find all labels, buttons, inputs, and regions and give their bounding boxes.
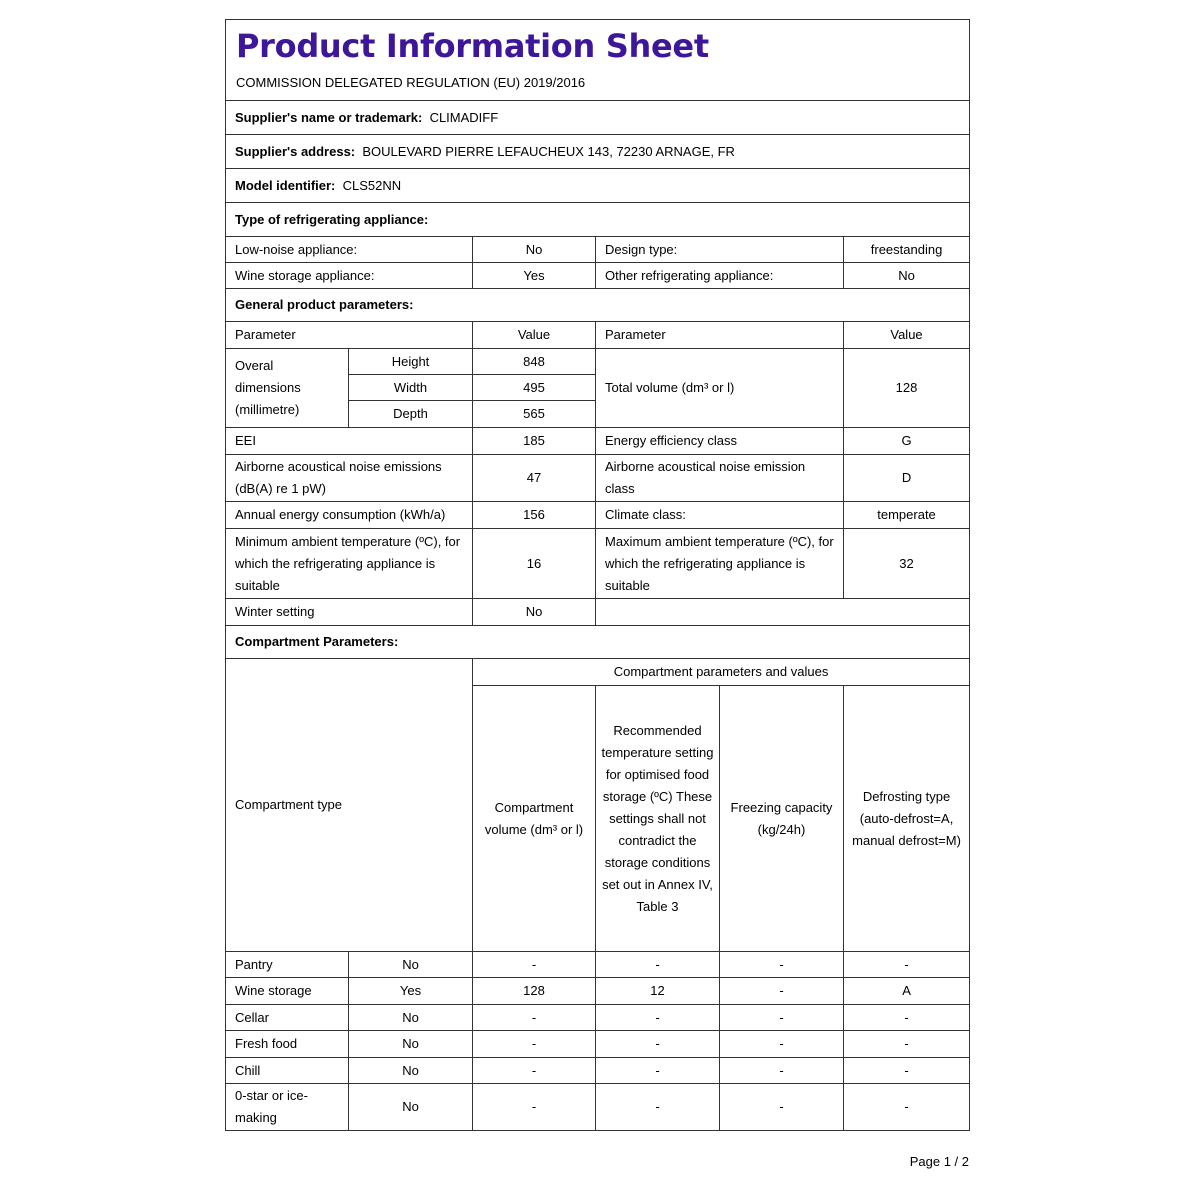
winter-setting-value: No: [473, 599, 596, 626]
compartment-temp: -: [596, 1058, 720, 1084]
climate-class-label: Climate class:: [596, 502, 844, 529]
compartment-present: No: [349, 1058, 473, 1084]
compartment-volume: -: [473, 1058, 596, 1084]
compartment-temp: -: [596, 952, 720, 978]
compartment-name: Fresh food: [226, 1031, 349, 1058]
min-temp-label: Minimum ambient temperature (ºC), for which the refrigerating appliance is suitable: [226, 529, 473, 599]
compartment-defrost: -: [844, 1084, 970, 1131]
model-label: Model identifier:: [235, 177, 336, 193]
design-type-label: Design type:: [596, 237, 844, 263]
wine-storage-label: Wine storage appliance:: [226, 263, 473, 289]
compartment-volume: -: [473, 1084, 596, 1131]
energy-class-value: G: [844, 428, 970, 455]
general-heading: General product parameters:: [226, 289, 970, 322]
eei-value: 185: [473, 428, 596, 455]
ambient-temperature-row: [226, 529, 970, 599]
width-label: Width: [349, 375, 473, 401]
noise-class-value: D: [844, 455, 970, 502]
info-table: [225, 19, 970, 1131]
max-temp-value: 32: [844, 529, 970, 599]
compartment-freezing: -: [720, 1058, 844, 1084]
compartment-present: No: [349, 1005, 473, 1031]
energy-class-label: Energy efficiency class: [596, 428, 844, 455]
other-appliance-value: No: [844, 263, 970, 289]
table-row: [226, 952, 970, 978]
supplier-name-value: CLIMADIFF: [429, 109, 499, 125]
height-label: Height: [349, 349, 473, 375]
col-parameter-left: Parameter: [226, 322, 473, 349]
wine-storage-value: Yes: [473, 263, 596, 289]
compartment-defrost: -: [844, 952, 970, 978]
climate-class-value: temperate: [844, 502, 970, 529]
compartment-name: Wine storage: [226, 978, 349, 1005]
compartment-present: No: [349, 952, 473, 978]
table-row: [226, 1084, 970, 1131]
compartment-group-header-row: [226, 659, 970, 686]
dimensions-label: Overal dimensions (millimetre): [226, 349, 349, 428]
freezing-capacity-header: Freezing capacity (kg/24h): [720, 686, 844, 952]
compartment-freezing: -: [720, 952, 844, 978]
design-type-value: freestanding: [844, 237, 970, 263]
recommended-temp-header: Recommended temperature setting for optimised food storage (ºC) These settings shall not contradict the storage conditions set out in Annex IV, Table 3: [596, 686, 720, 952]
compartment-heading: Compartment Parameters:: [226, 626, 970, 659]
compartment-group-header: Compartment parameters and values: [473, 659, 970, 686]
min-temp-value: 16: [473, 529, 596, 599]
general-heading-row: [226, 289, 970, 322]
noise-value: 47: [473, 455, 596, 502]
compartment-temp: 12: [596, 978, 720, 1005]
compartment-volume: -: [473, 1031, 596, 1058]
compartment-freezing: -: [720, 978, 844, 1005]
compartment-name: 0-star or ice-making: [226, 1084, 349, 1131]
winter-setting-row: [226, 599, 970, 626]
supplier-address-value: BOULEVARD PIERRE LEFAUCHEUX 143, 72230 ARNAGE, FR: [362, 143, 735, 159]
eei-row: [226, 428, 970, 455]
regulation-text: COMMISSION DELEGATED REGULATION (EU) 2019/2016: [236, 75, 586, 90]
annual-energy-label: Annual energy consumption (kWh/a): [226, 502, 473, 529]
total-volume-label: Total volume (dm³ or l): [596, 349, 844, 428]
compartment-temp: -: [596, 1084, 720, 1131]
col-parameter-right: Parameter: [596, 322, 844, 349]
wine-storage-row: [226, 263, 970, 289]
height-row: [226, 349, 970, 375]
table-row: [226, 1005, 970, 1031]
supplier-name-label: Supplier's name or trademark:: [235, 109, 423, 125]
annual-energy-value: 156: [473, 502, 596, 529]
type-heading: Type of refrigerating appliance:: [226, 203, 970, 237]
supplier-address-row: [226, 135, 970, 169]
max-temp-label: Maximum ambient temperature (ºC), for which the refrigerating appliance is suitable: [596, 529, 844, 599]
page-number: Page 1 / 2: [909, 1154, 969, 1169]
compartment-temp: -: [596, 1031, 720, 1058]
model-row: [226, 169, 970, 203]
noise-class-label: Airborne acoustical noise emission class: [596, 455, 844, 502]
header-row: [226, 20, 970, 101]
height-value: 848: [473, 349, 596, 375]
low-noise-value: No: [473, 237, 596, 263]
defrosting-type-header: Defrosting type (auto-defrost=A, manual defrost=M): [844, 686, 970, 952]
noise-label: Airborne acoustical noise emissions (dB(A) re 1 pW): [226, 455, 473, 502]
general-column-headers: [226, 322, 970, 349]
supplier-address-label: Supplier's address:: [235, 143, 356, 159]
col-value-right: Value: [844, 322, 970, 349]
width-value: 495: [473, 375, 596, 401]
compartment-temp: -: [596, 1005, 720, 1031]
compartment-present: No: [349, 1031, 473, 1058]
type-heading-row: [226, 203, 970, 237]
model-value: CLS52NN: [342, 177, 402, 193]
compartment-name: Chill: [226, 1058, 349, 1084]
compartment-volume: -: [473, 1005, 596, 1031]
compartment-defrost: -: [844, 1058, 970, 1084]
total-volume-value: 128: [844, 349, 970, 428]
low-noise-label: Low-noise appliance:: [226, 237, 473, 263]
page-title: Product Information Sheet: [236, 27, 709, 65]
col-value-left: Value: [473, 322, 596, 349]
other-appliance-label: Other refrigerating appliance:: [596, 263, 844, 289]
compartment-present: No: [349, 1084, 473, 1131]
compartment-freezing: -: [720, 1005, 844, 1031]
depth-value: 565: [473, 401, 596, 428]
winter-setting-label: Winter setting: [226, 599, 473, 626]
compartment-name: Pantry: [226, 952, 349, 978]
product-information-sheet: [225, 19, 969, 1131]
compartment-type-header: Compartment type: [226, 659, 473, 952]
annual-energy-row: [226, 502, 970, 529]
compartment-volume-header: Compartment volume (dm³ or l): [473, 686, 596, 952]
compartment-volume: -: [473, 952, 596, 978]
eei-label: EEI: [226, 428, 473, 455]
compartment-volume: 128: [473, 978, 596, 1005]
low-noise-row: [226, 237, 970, 263]
table-row: [226, 1031, 970, 1058]
supplier-name-row: [226, 101, 970, 135]
compartment-heading-row: [226, 626, 970, 659]
noise-row: [226, 455, 970, 502]
compartment-defrost: -: [844, 1005, 970, 1031]
compartment-freezing: -: [720, 1031, 844, 1058]
compartment-freezing: -: [720, 1084, 844, 1131]
compartment-defrost: A: [844, 978, 970, 1005]
depth-label: Depth: [349, 401, 473, 428]
compartment-defrost: -: [844, 1031, 970, 1058]
table-row: [226, 978, 970, 1005]
compartment-name: Cellar: [226, 1005, 349, 1031]
table-row: [226, 1058, 970, 1084]
compartment-present: Yes: [349, 978, 473, 1005]
